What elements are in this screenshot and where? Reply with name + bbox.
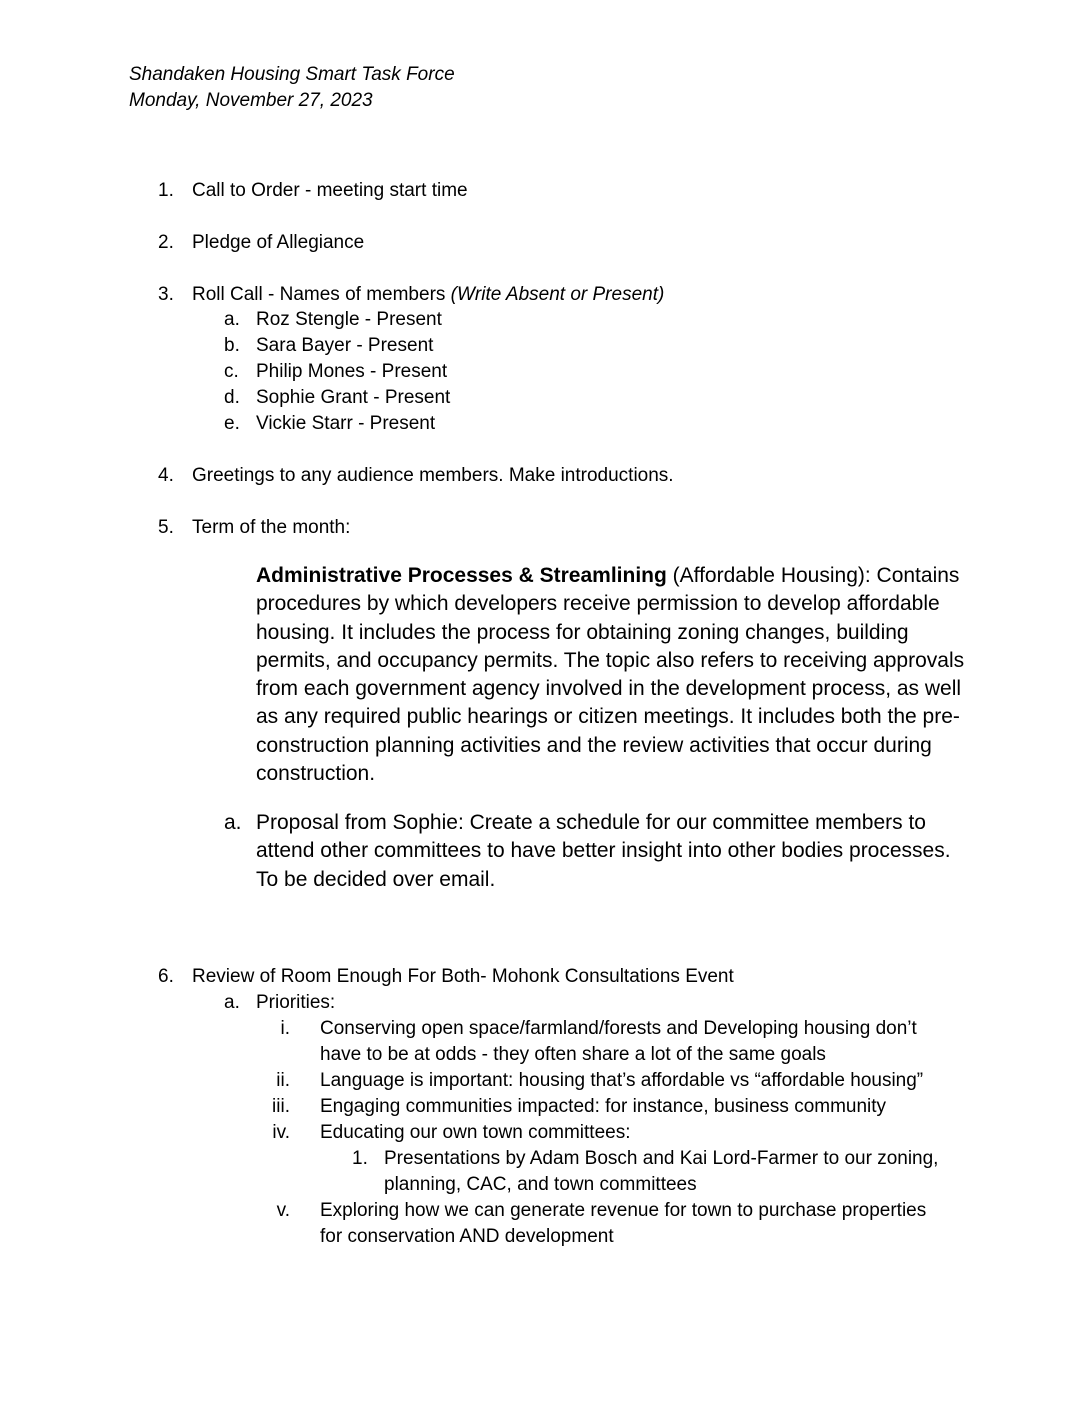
priority-mark: iii. <box>272 1096 290 1117</box>
roll-call-label: Roll Call - Names of members <box>192 284 451 305</box>
roll-call-member: Sophie Grant - Present <box>256 387 451 408</box>
item-5-number: 5. <box>158 517 174 538</box>
item-3-text <box>192 282 664 308</box>
priority-text: Educating our own town committees: <box>320 1122 631 1143</box>
priority-text-continued: for conservation AND development <box>320 1226 614 1247</box>
roll-call-mark: e. <box>224 413 240 434</box>
term-definition <box>256 562 968 788</box>
term-name: Administrative Processes & Streamlining <box>256 564 667 587</box>
priority-text: Engaging communities impacted: for instance, business community <box>320 1096 887 1117</box>
item-6-text: Review of Room Enough For Both- Mohonk Consultations Event <box>192 966 734 987</box>
priority-text-continued: have to be at odds - they often share a lot of the same goals <box>320 1044 826 1065</box>
item-1-number: 1. <box>158 180 174 201</box>
roll-call-mark: c. <box>224 361 239 382</box>
item-2-number: 2. <box>158 232 174 253</box>
committee-sub-text: Presentations by Adam Bosch and Kai Lord-Farmer to our zoning, <box>384 1148 939 1169</box>
committee-sub-text-continued: planning, CAC, and town committees <box>384 1174 697 1195</box>
roll-call-member: Philip Mones - Present <box>256 361 448 382</box>
priority-mark: v. <box>276 1200 290 1221</box>
priority-mark: ii. <box>276 1070 290 1091</box>
priority-mark: i. <box>280 1018 290 1039</box>
item-4-number: 4. <box>158 465 174 486</box>
item-4-text: Greetings to any audience members. Make introductions. <box>192 465 674 486</box>
roll-call-member: Vickie Starr - Present <box>256 413 436 434</box>
item-3-number: 3. <box>158 284 174 305</box>
priorities-mark: a. <box>224 992 240 1013</box>
roll-call-member: Sara Bayer - Present <box>256 335 434 356</box>
item-1-text: Call to Order - meeting start time <box>192 180 468 201</box>
roll-call-mark: a. <box>224 309 240 330</box>
header-title: Shandaken Housing Smart Task Force <box>129 64 455 85</box>
priority-text: Exploring how we can generate revenue for town to purchase properties <box>320 1200 927 1221</box>
item-6-number: 6. <box>158 966 174 987</box>
proposal-mark: a. <box>224 811 242 834</box>
item-2-text: Pledge of Allegiance <box>192 232 365 253</box>
item-5-text: Term of the month: <box>192 517 351 538</box>
priorities-label: Priorities: <box>256 992 336 1013</box>
roll-call-instruction: (Write Absent or Present) <box>450 284 665 305</box>
term-description: (Affordable Housing): Contains procedures by which developers receive permission to develop affordable housing. It includes the process for obtaining zoning changes, building permits, and occupancy permits. The topic also refers to receiving approvals from each government agency involved in the development process, as well as any required public hearings or citizen meetings. It includes both the pre-construction planning activities and the review activities that occur during construction. <box>256 564 965 786</box>
priority-mark: iv. <box>272 1122 290 1143</box>
roll-call-mark: b. <box>224 335 240 356</box>
priority-text: Conserving open space/farmland/forests and Developing housing don’t <box>320 1018 917 1039</box>
priority-text: Language is important: housing that’s affordable vs “affordable housing” <box>320 1070 924 1091</box>
roll-call-mark: d. <box>224 387 240 408</box>
committee-sub-mark: 1. <box>352 1148 368 1169</box>
header-date: Monday, November 27, 2023 <box>129 90 373 111</box>
proposal-text: Proposal from Sophie: Create a schedule for our committee members to attend other committees to have better insight into other bodies processes. To be decided over email. <box>256 811 951 891</box>
roll-call-member: Roz Stengle - Present <box>256 309 442 330</box>
